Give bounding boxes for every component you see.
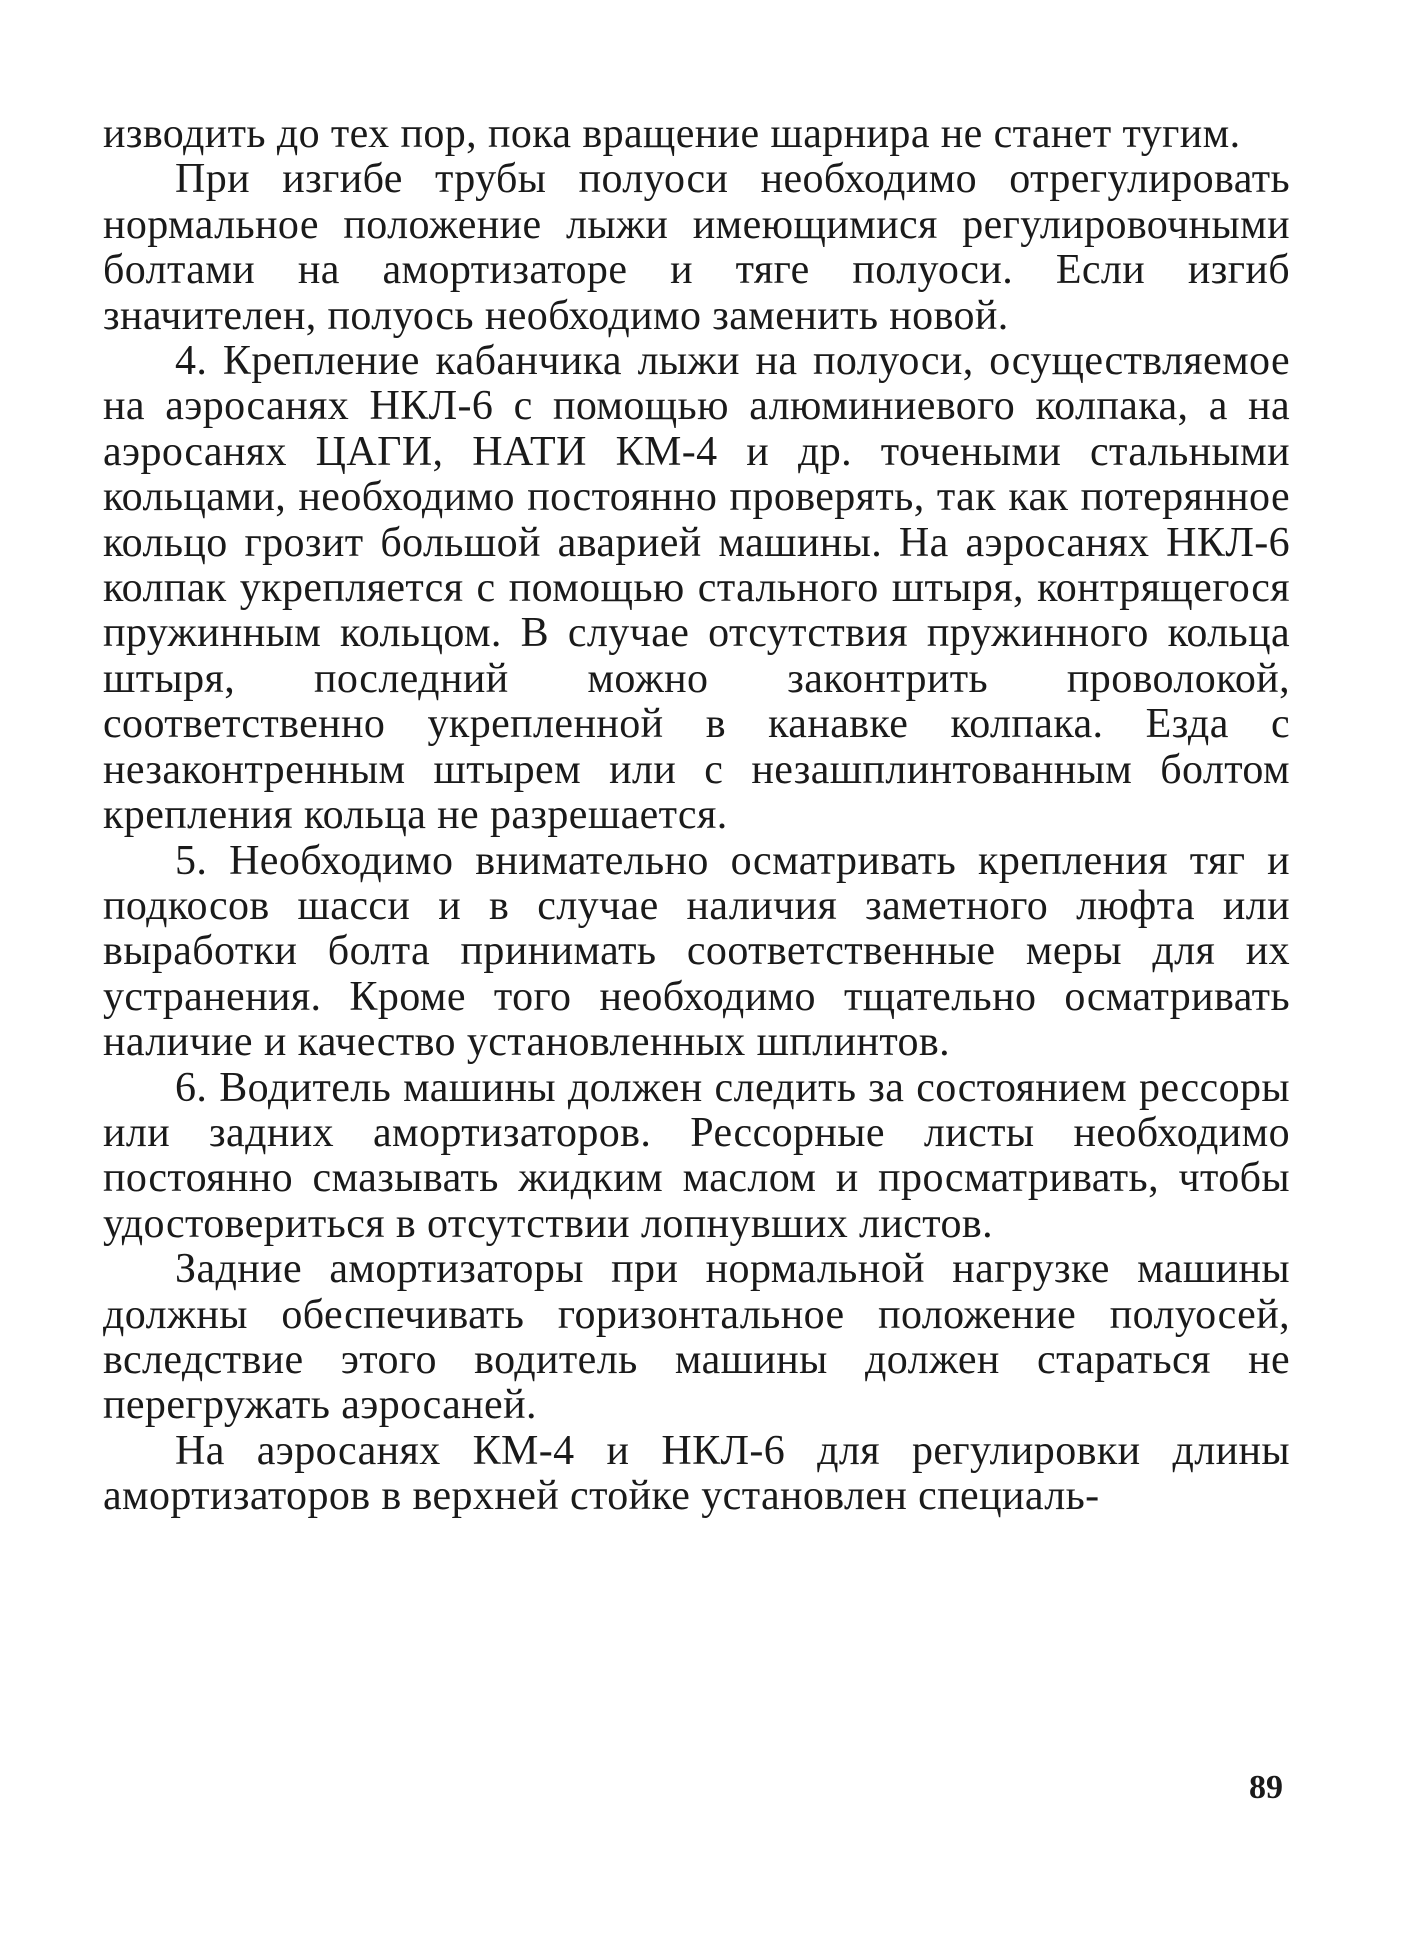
paragraph-item-4: 4. Крепление кабанчика лыжи на полуоси, осуществляемое на аэросанях НКЛ-6 с помощью алюминиевого колпака, а на аэросанях ЦАГИ, НАТИ КМ-4 и др. точеными стальными кольцами, необходимо постоянно проверять, так как потерянное кольцо грозит большой аварией машины. На аэросанях НКЛ-6 колпак укрепляется с помощью стального штыря, контрящегося пружинным кольцом. В случае отсутствия пружинного кольца штыря, последний можно законтрить проволокой, соответственно укрепленной в канавке колпака. Езда с незаконтренным штырем или с незашплинтованным болтом крепления кольца не разрешается. — [103, 338, 1290, 839]
paragraph-item-5: 5. Необходимо внимательно осматривать крепления тяг и подкосов шасси и в случае наличия заметного люфта или выработки болта принимать соответственные меры для их устранения. Кроме того необходимо тщательно осматривать наличие и качество установленных шплинтов. — [103, 837, 1290, 1066]
paragraph-continuation: изводить до тех пор, пока вращение шарнира не станет тугим. — [103, 111, 1241, 157]
page-body-text — [103, 112, 1290, 1520]
paragraph-rear-shock-absorbers: Задние амортизаторы при нормальной нагрузке машины должны обеспечивать горизонтальное положение полуосей, вследствие этого водитель машины должен стараться не перегружать аэросаней. — [103, 1246, 1290, 1429]
page-number: 89 — [1249, 1769, 1283, 1806]
paragraph-axle-bend: При изгибе трубы полуоси необходимо отрегулировать нормальное положение лыжи имеющимися регулировочными болтами на амортизаторе и тяге полуоси. Если изгиб значителен, полуось необходимо заменить новой. — [103, 156, 1290, 339]
paragraph-item-6: 6. Водитель машины должен следить за состоянием рессоры или задних амортизаторов. Рессорные листы необходимо постоянно смазывать жидким маслом и просматривать, чтобы удостовериться в отсутствии лопнувших листов. — [103, 1064, 1290, 1247]
paragraph-km4-nkl6-adjustment: На аэросанях КМ-4 и НКЛ-6 для регулировки длины амортизаторов в верхней стойке установлен специаль- — [103, 1427, 1290, 1520]
